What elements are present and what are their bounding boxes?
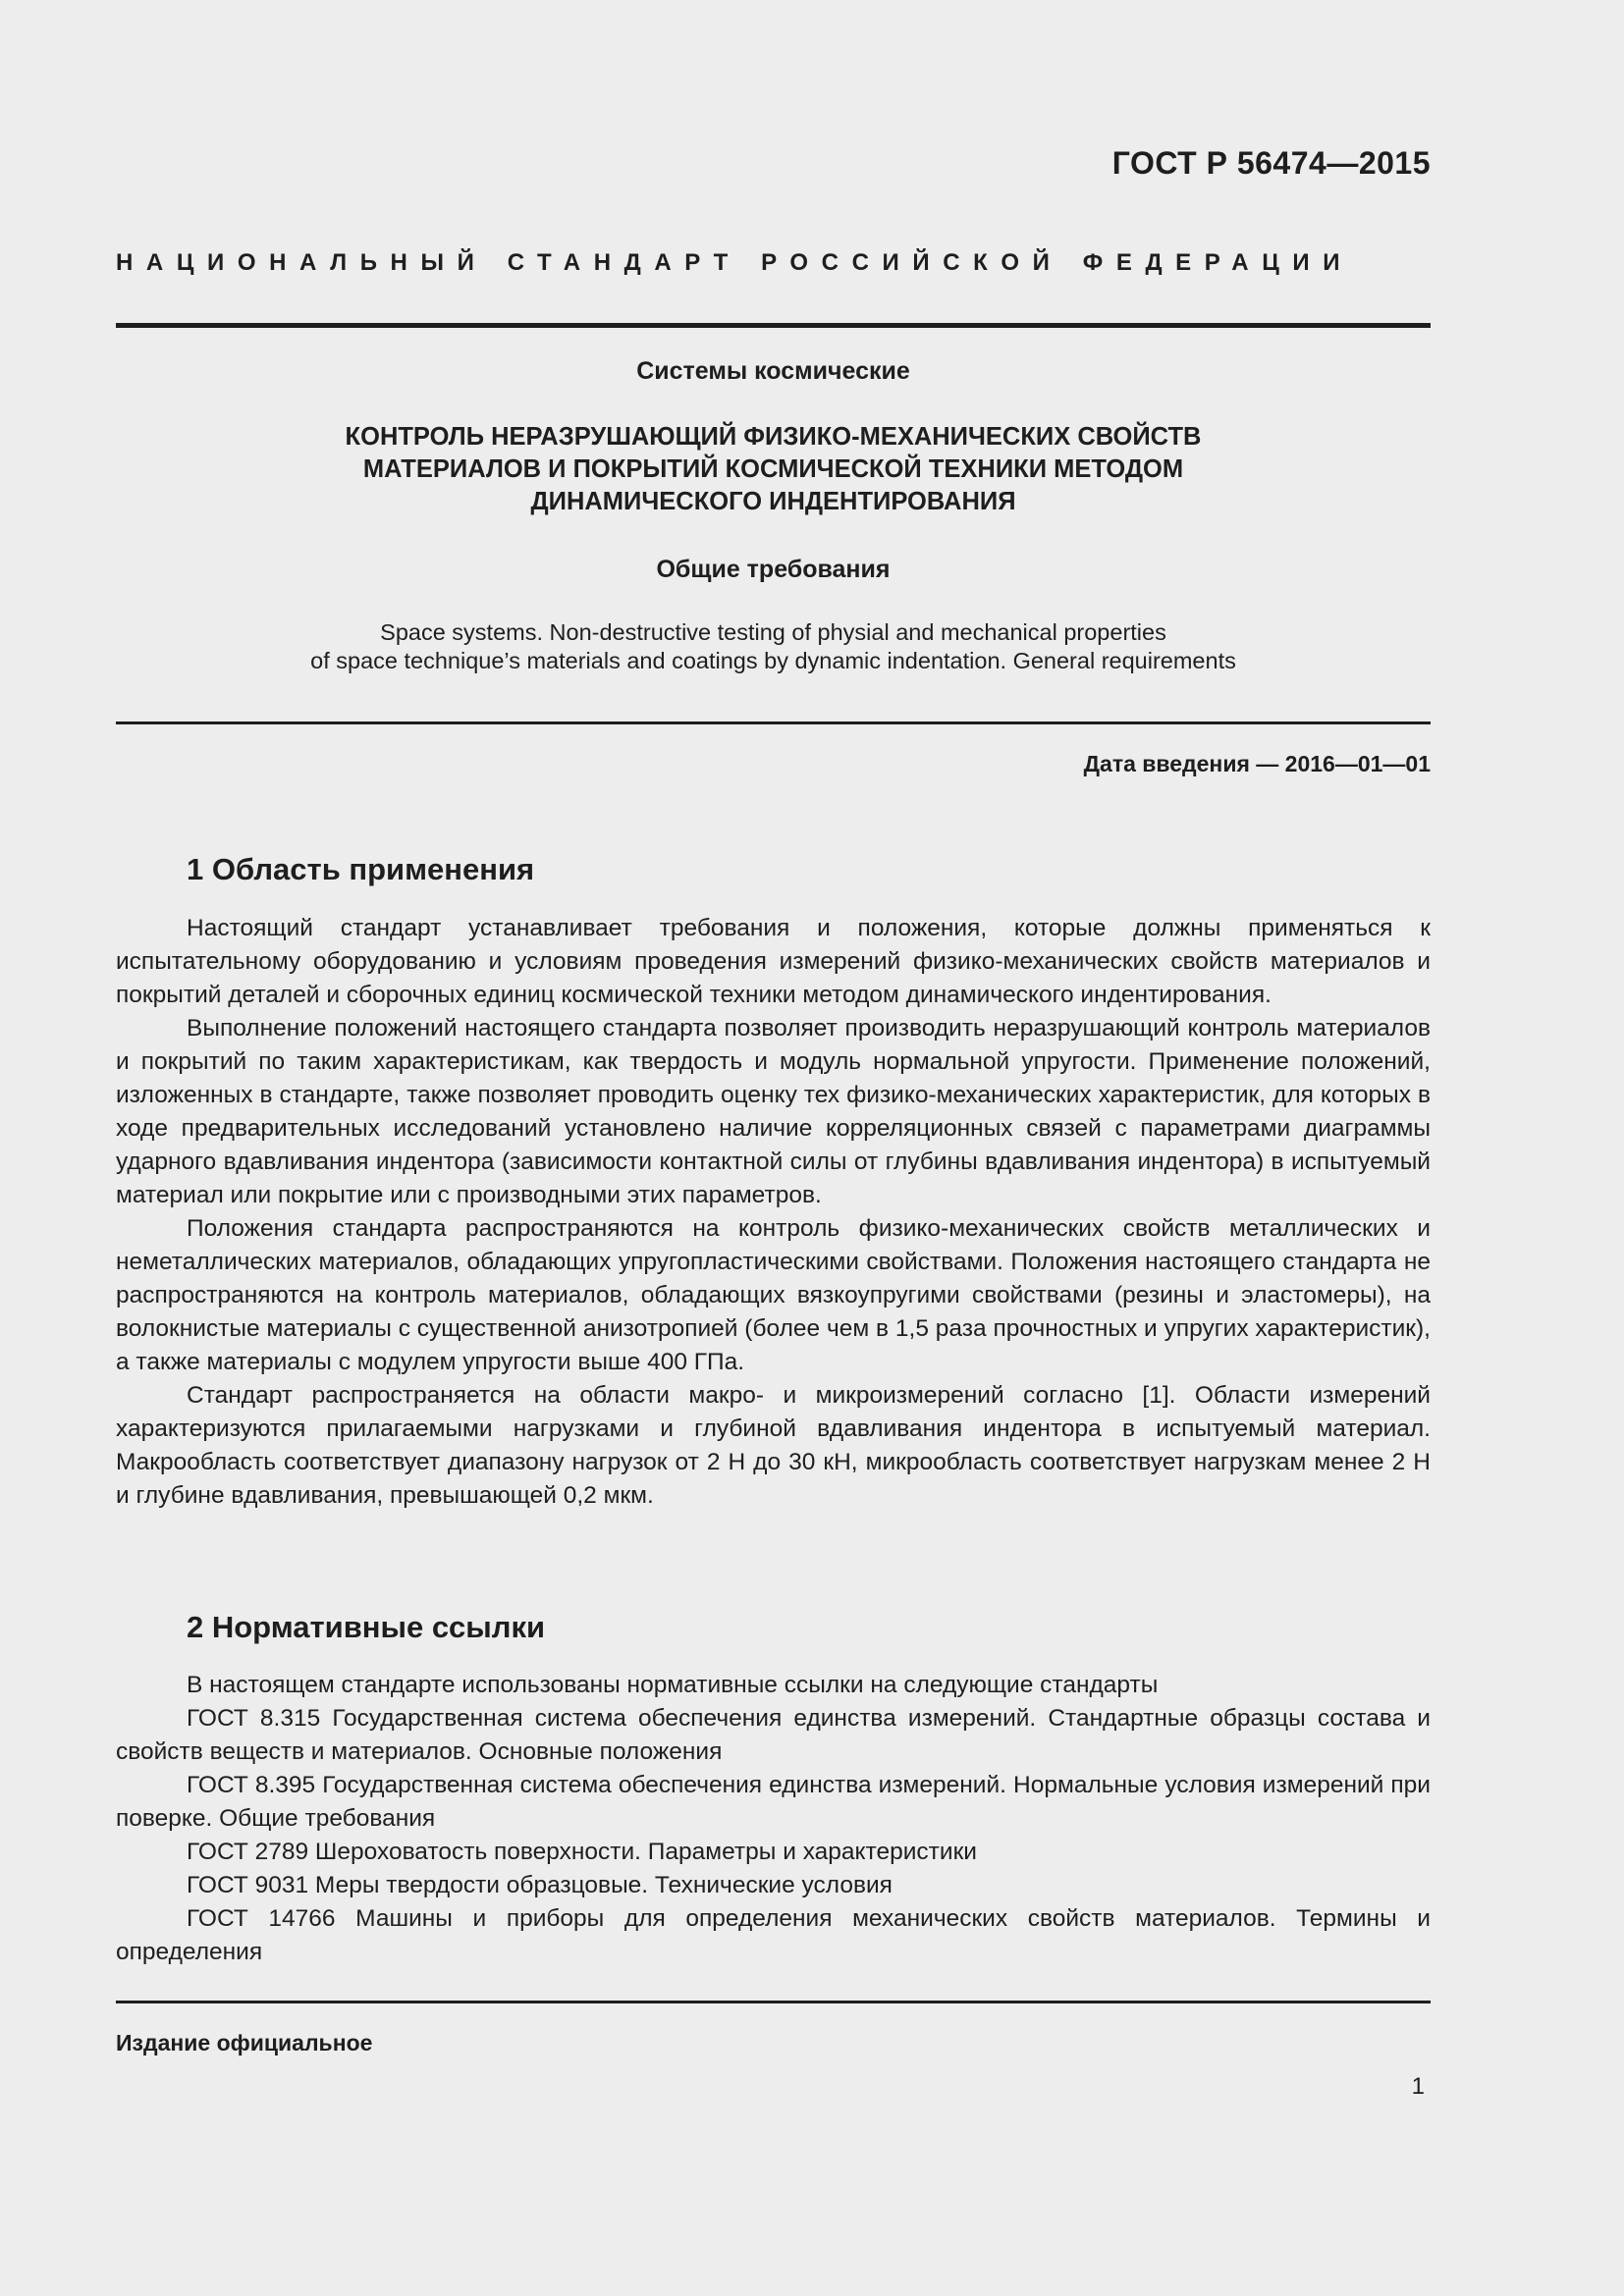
paragraph: В настоящем стандарте использованы нормативные ссылки на следующие стандарты xyxy=(187,1672,1159,1698)
document-page xyxy=(116,0,1431,2296)
paragraph: Положения стандарта распространяются на контроль физико-механических свойств металлических и неметаллических материалов, обладающих упругопластическими свойствами. Положения настоящего стандарта не распространяются на контроль материалов, обладающих вязкоупругими свойствами (резины и эластомеры), на волокнистые материалы с существенной анизотропией (более чем в 1,5 раза прочностных и упругих характеристик), а также материалы с модулем упругости выше 400 ГПа. xyxy=(116,1215,1431,1375)
paragraph: Настоящий стандарт устанавливает требования и положения, которые должны применяться к испытательному оборудованию и условиям проведения измерений физико-механических свойств материалов и покрытий деталей и сборочных единиц космической техники методом динамического индентирования. xyxy=(116,915,1431,1008)
national-standard-heading: НАЦИОНАЛЬНЫЙ СТАНДАРТ РОССИЙСКОЙ ФЕДЕРАЦИИ xyxy=(116,249,1354,276)
title-line-2: МАТЕРИАЛОВ И ПОКРЫТИЙ КОСМИЧЕСКОЙ ТЕХНИКИ МЕТОДОМ xyxy=(362,455,1184,483)
reference-item: ГОСТ 9031 Меры твердости образцовые. Технические условия xyxy=(187,1872,893,1898)
introduction-date: Дата введения — 2016—01—01 xyxy=(1083,751,1431,776)
section-1-body xyxy=(116,912,1431,1513)
document-subtitle: Общие требования xyxy=(656,556,891,583)
standard-number: ГОСТ Р 56474—2015 xyxy=(1111,145,1431,181)
page-number: 1 xyxy=(1411,2073,1425,2100)
reference-item: ГОСТ 2789 Шероховатость поверхности. Параметры и характеристики xyxy=(187,1839,977,1865)
reference-item: ГОСТ 8.315 Государственная система обеспечения единства измерений. Стандартные образцы состава и свойств веществ и материалов. Основные положения xyxy=(116,1705,1431,1765)
footer-rule xyxy=(116,2001,1431,2003)
official-edition-label: Издание официальное xyxy=(116,2030,373,2056)
series-title: Системы космические xyxy=(636,357,910,385)
english-title xyxy=(116,618,1431,675)
section-2-heading: 2 Нормативные ссылки xyxy=(187,1610,546,1644)
section-2-body xyxy=(116,1669,1431,1969)
reference-item: ГОСТ 8.395 Государственная система обеспечения единства измерений. Нормальные условия измерений при поверке. Общие требования xyxy=(116,1772,1431,1832)
title-line-3: ДИНАМИЧЕСКОГО ИНДЕНТИРОВАНИЯ xyxy=(530,488,1016,515)
paragraph: Стандарт распространяется на области макро- и микроизмерений согласно [1]. Области измерений характеризуются прилагаемыми нагрузками и глубиной вдавливания индентора в испытуемый материал. Макрообласть соответствует диапазону нагрузок от 2 Н до 30 кН, микрообласть соответствует нагрузкам менее 2 Н и глубине вдавливания, превышающей 0,2 мкм. xyxy=(116,1382,1431,1509)
reference-item: ГОСТ 14766 Машины и приборы для определения механических свойств материалов. Термины и определения xyxy=(116,1905,1431,1965)
paragraph: Выполнение положений настоящего стандарта позволяет производить неразрушающий контроль материалов и покрытий по таким характеристикам, как твердость и модуль нормальной упругости. Применение положений, изложенных в стандарте, также позволяет проводить оценку тех физико-механических характеристик, для которых в ходе предварительных исследований установлено наличие корреляционных связей с параметрами диаграммы ударного вдавливания индентора (зависимости контактной силы от глубины вдавливания индентора) в испытуемый материал или покрытие или с производными этих параметров. xyxy=(116,1015,1431,1208)
english-title-line-1: Space systems. Non-destructive testing of physial and mechanical properties xyxy=(380,619,1166,645)
title-rule xyxy=(116,721,1431,724)
title-line-1: КОНТРОЛЬ НЕРАЗРУШАЮЩИЙ ФИЗИКО-МЕХАНИЧЕСКИХ СВОЙСТВ xyxy=(345,423,1202,451)
english-title-line-2: of space technique’s materials and coatings by dynamic indentation. General requirements xyxy=(310,648,1236,673)
section-1-heading: 1 Область применения xyxy=(187,852,535,886)
document-title xyxy=(116,421,1431,518)
top-rule xyxy=(116,323,1431,328)
